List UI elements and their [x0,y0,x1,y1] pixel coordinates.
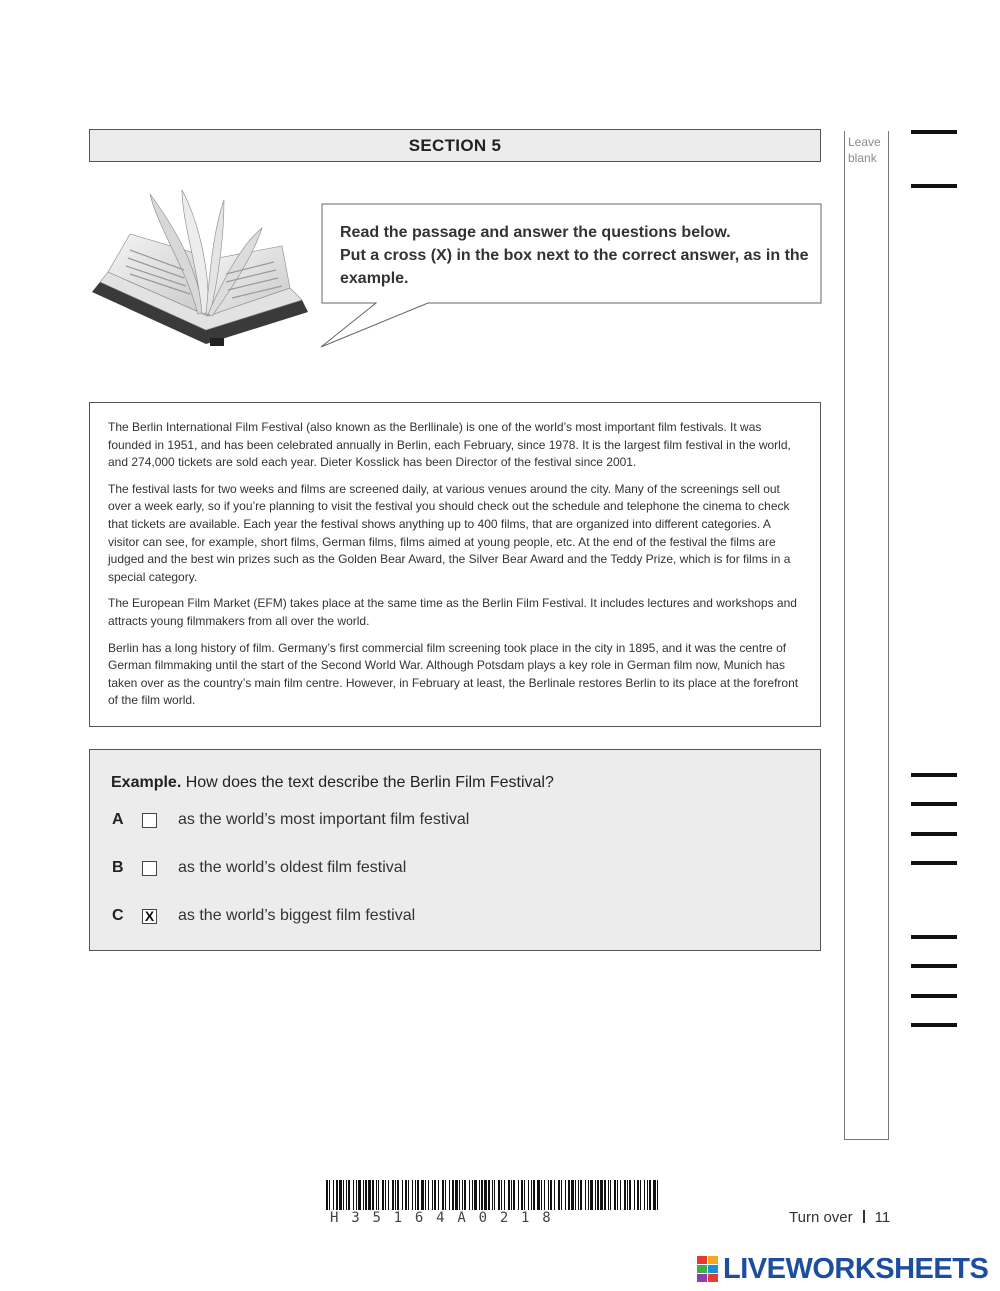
barcode-number: H35164A0218 [330,1210,564,1226]
option-letter: A [112,811,124,828]
reading-passage [89,402,821,727]
margin-mark [911,184,957,188]
option-letter: C [112,907,124,924]
answer-option-c [90,907,790,929]
liveworksheets-logo [697,1254,988,1284]
margin-mark [911,994,957,998]
separator [863,1210,865,1223]
answer-option-a [90,811,790,833]
instruction-line-2: Put a cross (X) in the box next to the correct answer, as in the example. [340,247,809,287]
margin-mark [911,130,957,134]
option-checkbox[interactable] [142,813,157,828]
margin-mark [911,773,957,777]
answer-option-b [90,859,790,881]
instruction-line-1: Read the passage and answer the questions below. [340,224,731,241]
turn-over-label: Turn over [789,1209,853,1226]
passage-paragraph: The European Film Market (EFM) takes place at the same time as the Berlin Film Festival. It includes lectures and workshops and attracts young filmmakers from all over the world. [108,596,797,628]
passage-paragraph: The Berlin International Film Festival (also known as the Berllinale) is one of the world’s most important film festivals. It was founded in 1951, and has been celebrated annually in Berlin, each February, since 1978. It is the largest film festival in the world, and 274,000 tickets are sold each year. Dieter Kosslick has been Director of the festival since 2001. [108,420,791,470]
example-question-text: How does the text describe the Berlin Film Festival? [185,774,554,791]
margin-mark [911,964,957,968]
option-checkbox[interactable] [142,861,157,876]
example-question-box [89,749,821,951]
option-text: as the world’s most important film festival [178,811,470,828]
turn-over [789,1209,890,1226]
section-title: SECTION 5 [89,129,821,162]
example-label: Example. [111,774,182,791]
leave-blank-label: Leave blank [848,135,881,165]
logo-cubes-icon [697,1256,719,1282]
option-text: as the world’s oldest film festival [178,859,407,876]
option-letter: B [112,859,124,876]
passage-paragraph: The festival lasts for two weeks and films are screened daily, at various venues around the city. Many of the screenings sell out over a week early, so if you’re planning to visit the festival you should check out the schedule and telephone the cinema to check that tickets are available. Each year the festival shows anything up to 400 films, that are organized into different categories. A visitor can see, for example, short films, German films, films aimed at young people, etc. At the end of the festival the films are judged and the best win prizes such as the Golden Bear Award, the Silver Bear Award and the Teddy Prize, which is for films in a special category. [108,481,791,584]
option-text: as the world’s biggest film festival [178,907,416,924]
barcode-icon [326,1180,662,1212]
margin-mark [911,1023,957,1027]
passage-paragraph: Berlin has a long history of film. Germany’s first commercial film screening took place in the city in 1895, and it was the centre of German filmmaking until the start of the Second World War. Although Potsdam plays a key role in German film now, Munich has taken over as the country’s main film centre. However, in February at least, the Berlinale restores Berlin to its place at the forefront of the film world. [108,640,799,708]
margin-mark [911,861,957,865]
page-number: 11 [874,1209,891,1226]
margin-mark [911,802,957,806]
instructions [340,221,810,290]
leave-blank-column [844,131,889,1140]
open-book-icon [86,188,316,356]
example-question [111,774,554,792]
margin-mark [911,832,957,836]
margin-mark [911,935,957,939]
option-checkbox[interactable]: X [142,909,157,924]
logo-text: LIVEWORKSHEETS [723,1252,989,1285]
